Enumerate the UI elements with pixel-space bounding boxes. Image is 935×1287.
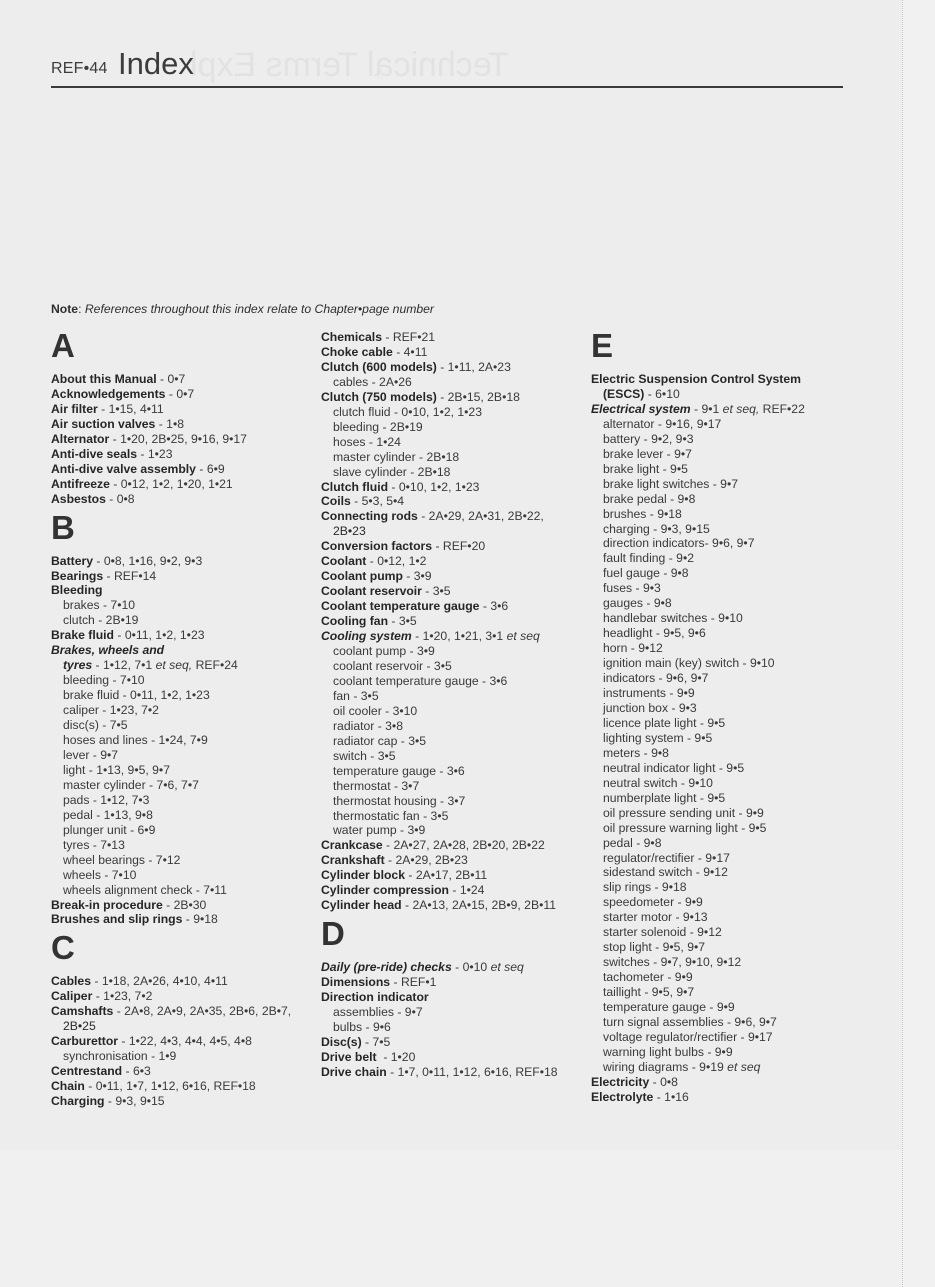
- index-subentry: oil pressure warning light - 9•5: [603, 820, 767, 835]
- index-subentry: thermostatic fan - 3•5: [333, 808, 449, 823]
- index-entry: Cables - 1•18, 2A•26, 4•10, 4•11: [51, 974, 228, 989]
- index-entry: Anti-dive valve assembly - 6•9: [51, 461, 225, 476]
- index-subentry: neutral switch - 9•10: [603, 775, 713, 790]
- index-subentry: lighting system - 9•5: [603, 730, 713, 745]
- show-through-texture: Technical Terms Expl: [190, 46, 509, 84]
- index-entry: Conversion factors - REF•20: [321, 539, 486, 554]
- index-entry: Centrestand - 6•3: [51, 1064, 151, 1079]
- section-c-entries-part1: [51, 974, 319, 1109]
- index-entry: Direction indicator: [321, 990, 429, 1005]
- index-entry: Chemicals - REF•21: [321, 330, 436, 344]
- index-subentry: synchronisation - 1•9: [63, 1049, 177, 1064]
- index-subentry: gauges - 9•8: [603, 596, 672, 611]
- index-subentry: caliper - 1•23, 7•2: [63, 703, 159, 718]
- index-entry: Antifreeze - 0•12, 1•2, 1•20, 1•21: [51, 476, 233, 491]
- index-entry-continued: tyres - 1•12, 7•1 et seq, REF•24: [63, 658, 238, 673]
- index-subentry: fan - 3•5: [333, 688, 379, 703]
- index-subentry: temperature gauge - 9•9: [603, 1000, 735, 1015]
- index-entry: Crankshaft - 2A•29, 2B•23: [321, 853, 468, 868]
- index-subentry: radiator - 3•8: [333, 718, 403, 733]
- index-subentry: radiator cap - 3•5: [333, 733, 427, 748]
- index-subentry: numberplate light - 9•5: [603, 790, 726, 805]
- index-subentry: turn signal assemblies - 9•6, 9•7: [603, 1014, 777, 1029]
- index-subentry: brake pedal - 9•8: [603, 491, 696, 506]
- index-subentry: junction box - 9•3: [603, 700, 697, 715]
- index-entry-continued: 2B•23: [333, 524, 366, 539]
- index-subentry: charging - 9•3, 9•15: [603, 521, 710, 536]
- section-d-entries: [321, 960, 589, 1080]
- index-subentry: sidestand switch - 9•12: [603, 865, 728, 880]
- index-entry: Clutch (750 models) - 2B•15, 2B•18: [321, 389, 520, 404]
- index-entry: Caliper - 1•23, 7•2: [51, 989, 153, 1004]
- index-subentry: water pump - 3•9: [333, 823, 426, 838]
- index-subentry: slave cylinder - 2B•18: [333, 464, 451, 479]
- index-subentry: master cylinder - 7•6, 7•7: [63, 777, 199, 792]
- index-subentry: hoses and lines - 1•24, 7•9: [63, 733, 208, 748]
- index-subentry: lever - 9•7: [63, 747, 119, 762]
- index-subentry: pedal - 1•13, 9•8: [63, 807, 153, 822]
- index-entry: Coolant temperature gauge - 3•6: [321, 599, 509, 614]
- index-entry: Coolant reservoir - 3•5: [321, 584, 451, 599]
- index-subentry: handlebar switches - 9•10: [603, 611, 743, 626]
- index-entry: Brushes and slip rings - 9•18: [51, 912, 218, 927]
- index-entry: Brakes, wheels and: [51, 643, 165, 658]
- electrical-system-subentries: [591, 417, 859, 1060]
- index-subentry: wheels - 7•10: [63, 867, 137, 882]
- index-entry: Clutch fluid - 0•10, 1•2, 1•23: [321, 479, 480, 494]
- index-subentry: fault finding - 9•2: [603, 551, 694, 566]
- index-subentry: brushes - 9•18: [603, 506, 682, 521]
- index-entry: Crankcase - 2A•27, 2A•28, 2B•20, 2B•22: [321, 838, 545, 853]
- index-entry: Coils - 5•3, 5•4: [321, 494, 405, 509]
- index-entry: Air filter - 1•15, 4•11: [51, 401, 164, 416]
- index-entry: Cylinder head - 2A•13, 2A•15, 2B•9, 2B•11: [321, 898, 556, 913]
- index-entry: Break-in procedure - 2B•30: [51, 897, 207, 912]
- index-subentry: hoses - 1•24: [333, 434, 401, 449]
- index-entry: Dimensions - REF•1: [321, 975, 437, 990]
- index-entry: Electric Suspension Control System: [591, 372, 801, 386]
- page-header: [51, 46, 843, 88]
- index-subentry: bulbs - 9•6: [333, 1019, 391, 1034]
- index-entry: Connecting rods - 2A•29, 2A•31, 2B•22,: [321, 509, 544, 524]
- index-subentry: clutch fluid - 0•10, 1•2, 1•23: [333, 404, 482, 419]
- index-subentry: cables - 2A•26: [333, 374, 412, 389]
- index-subentry: assemblies - 9•7: [333, 1005, 423, 1020]
- index-subentry: wiring diagrams - 9•19 et seq: [603, 1059, 761, 1074]
- index-subentry: clutch - 2B•19: [63, 613, 139, 628]
- index-subentry: fuses - 9•3: [603, 581, 661, 596]
- index-entry-continued: 2B•25: [63, 1019, 96, 1034]
- section-e-entries: [591, 372, 859, 1105]
- index-entry: Battery - 0•8, 1•16, 9•2, 9•3: [51, 553, 203, 568]
- index-entry: Charging - 9•3, 9•15: [51, 1094, 165, 1109]
- index-entry: Clutch (600 models) - 1•11, 2A•23: [321, 359, 511, 374]
- index-entry: Cooling system - 1•20, 1•21, 3•1 et seq: [321, 629, 540, 644]
- index-subentry: taillight - 9•5, 9•7: [603, 985, 695, 1000]
- index-note: Note: References throughout this index relate to Chapter•page number: [51, 302, 434, 316]
- index-subentry: licence plate light - 9•5: [603, 715, 726, 730]
- section-letter-b: B: [51, 508, 75, 546]
- page-title: Index: [118, 46, 194, 81]
- note-text: References throughout this index relate to Chapter•page number: [84, 302, 434, 316]
- index-subentry: indicators - 9•6, 9•7: [603, 671, 709, 686]
- index-entry: Coolant - 0•12, 1•2: [321, 554, 427, 569]
- section-letter-d: D: [321, 915, 345, 953]
- index-subentry: fuel gauge - 9•8: [603, 566, 689, 581]
- index-entry: Cylinder compression - 1•24: [321, 883, 485, 898]
- index-entry: Alternator - 1•20, 2B•25, 9•16, 9•17: [51, 431, 247, 446]
- index-subentry: switches - 9•7, 9•10, 9•12: [603, 955, 742, 970]
- index-subentry: switch - 3•5: [333, 748, 396, 763]
- index-subentry: instruments - 9•9: [603, 686, 695, 701]
- index-entry: Drive belt - 1•20: [321, 1049, 416, 1064]
- scan-background: [0, 1150, 935, 1287]
- section-letter-a: A: [51, 327, 75, 364]
- index-subentry: brake fluid - 0•11, 1•2, 1•23: [63, 688, 210, 703]
- index-subentry: wheels alignment check - 7•11: [63, 882, 227, 897]
- index-entry: Disc(s) - 7•5: [321, 1034, 391, 1049]
- index-subentry: voltage regulator/rectifier - 9•17: [603, 1029, 773, 1044]
- index-entry: Cooling fan - 3•5: [321, 614, 417, 629]
- index-entry: Cylinder block - 2A•17, 2B•11: [321, 868, 488, 883]
- index-subentry: thermostat - 3•7: [333, 778, 420, 793]
- entry-refs: - 0•8, 1•16, 9•2, 9•3: [93, 553, 203, 568]
- index-subentry: oil pressure sending unit - 9•9: [603, 805, 764, 820]
- index-entry: Daily (pre-ride) checks - 0•10 et seq: [321, 960, 524, 975]
- index-column-1: [51, 326, 319, 1109]
- index-subentry: coolant reservoir - 3•5: [333, 658, 452, 673]
- index-entry: Bearings - REF•14: [51, 568, 157, 583]
- index-subentry: oil cooler - 3•10: [333, 703, 418, 718]
- index-column-2: [321, 330, 589, 1080]
- index-entry: About this Manual - 0•7: [51, 372, 186, 386]
- index-subentry: slip rings - 9•18: [603, 880, 687, 895]
- index-subentry: coolant pump - 3•9: [333, 644, 435, 659]
- index-subentry: warning light bulbs - 9•9: [603, 1044, 733, 1059]
- index-subentry: pads - 1•12, 7•3: [63, 792, 150, 807]
- index-subentry: pedal - 9•8: [603, 835, 662, 850]
- index-entry: Electricity - 0•8: [591, 1074, 678, 1089]
- index-subentry: brakes - 7•10: [63, 598, 136, 613]
- index-subentry: tyres - 7•13: [63, 837, 125, 852]
- cooling-system-subentries: [321, 644, 589, 838]
- index-subentry: light - 1•13, 9•5, 9•7: [63, 762, 170, 777]
- index-subentry: temperature gauge - 3•6: [333, 763, 465, 778]
- index-subentry: master cylinder - 2B•18: [333, 449, 460, 464]
- section-letter-c: C: [51, 929, 75, 967]
- index-subentry: ignition main (key) switch - 9•10: [603, 656, 775, 671]
- page-reference: REF•44: [51, 60, 108, 77]
- index-subentry: starter motor - 9•13: [603, 910, 708, 925]
- index-subentry: headlight - 9•5, 9•6: [603, 626, 706, 641]
- index-entry: Carburettor - 1•22, 4•3, 4•4, 4•5, 4•8: [51, 1034, 252, 1049]
- index-subentry: brake light - 9•5: [603, 461, 688, 476]
- index-entry: Choke cable - 4•11: [321, 344, 428, 359]
- index-entry: Bleeding: [51, 583, 103, 598]
- index-subentry: bleeding - 7•10: [63, 673, 145, 688]
- section-b-entries: [51, 554, 319, 928]
- index-subentry: brake light switches - 9•7: [603, 476, 739, 491]
- index-subentry: meters - 9•8: [603, 745, 669, 760]
- index-entry-continued: (ESCS) - 6•10: [603, 386, 680, 401]
- index-entry: Drive chain - 1•7, 0•11, 1•12, 6•16, REF•18: [321, 1064, 558, 1079]
- index-entry: Asbestos - 0•8: [51, 491, 135, 506]
- brakes-subentries: [51, 673, 319, 897]
- index-subentry: alternator - 9•16, 9•17: [603, 416, 722, 431]
- torn-page-edge: [902, 0, 935, 1287]
- index-subentry: neutral indicator light - 9•5: [603, 760, 745, 775]
- index-subentry: brake lever - 9•7: [603, 446, 692, 461]
- index-subentry: plunger unit - 6•9: [63, 822, 156, 837]
- index-entry: Camshafts - 2A•8, 2A•9, 2A•35, 2B•6, 2B•7,: [51, 1004, 292, 1019]
- index-subentry: battery - 9•2, 9•3: [603, 431, 694, 446]
- index-subentry: direction indicators- 9•6, 9•7: [603, 536, 755, 551]
- index-subentry: speedometer - 9•9: [603, 895, 703, 910]
- index-subentry: starter solenoid - 9•12: [603, 925, 722, 940]
- index-subentry: tachometer - 9•9: [603, 970, 693, 985]
- index-entry: Brake fluid - 0•11, 1•2, 1•23: [51, 628, 205, 643]
- index-entry: Air suction valves - 1•8: [51, 416, 184, 431]
- section-a-entries: [51, 372, 319, 507]
- index-subentry: bleeding - 2B•19: [333, 419, 423, 434]
- index-entry: Chain - 0•11, 1•7, 1•12, 6•16, REF•18: [51, 1079, 256, 1094]
- index-subentry: thermostat housing - 3•7: [333, 793, 466, 808]
- section-letter-e: E: [591, 327, 614, 364]
- index-entry: Electrolyte - 1•16: [591, 1089, 689, 1104]
- index-column-3: [591, 326, 859, 1105]
- index-subentry: horn - 9•12: [603, 641, 663, 656]
- index-subentry: wheel bearings - 7•12: [63, 852, 181, 867]
- index-subentry: stop light - 9•5, 9•7: [603, 940, 706, 955]
- index-entry: Acknowledgements - 0•7: [51, 386, 195, 401]
- index-entry: Anti-dive seals - 1•23: [51, 446, 173, 461]
- index-entry: Electrical system - 9•1 et seq, REF•22: [591, 401, 805, 416]
- index-entry: Coolant pump - 3•9: [321, 569, 432, 584]
- note-label: Note: [51, 302, 79, 316]
- clutch750-subentries: [321, 405, 589, 480]
- index-subentry: regulator/rectifier - 9•17: [603, 850, 730, 865]
- index-subentry: disc(s) - 7•5: [63, 718, 128, 733]
- index-subentry: coolant temperature gauge - 3•6: [333, 673, 508, 688]
